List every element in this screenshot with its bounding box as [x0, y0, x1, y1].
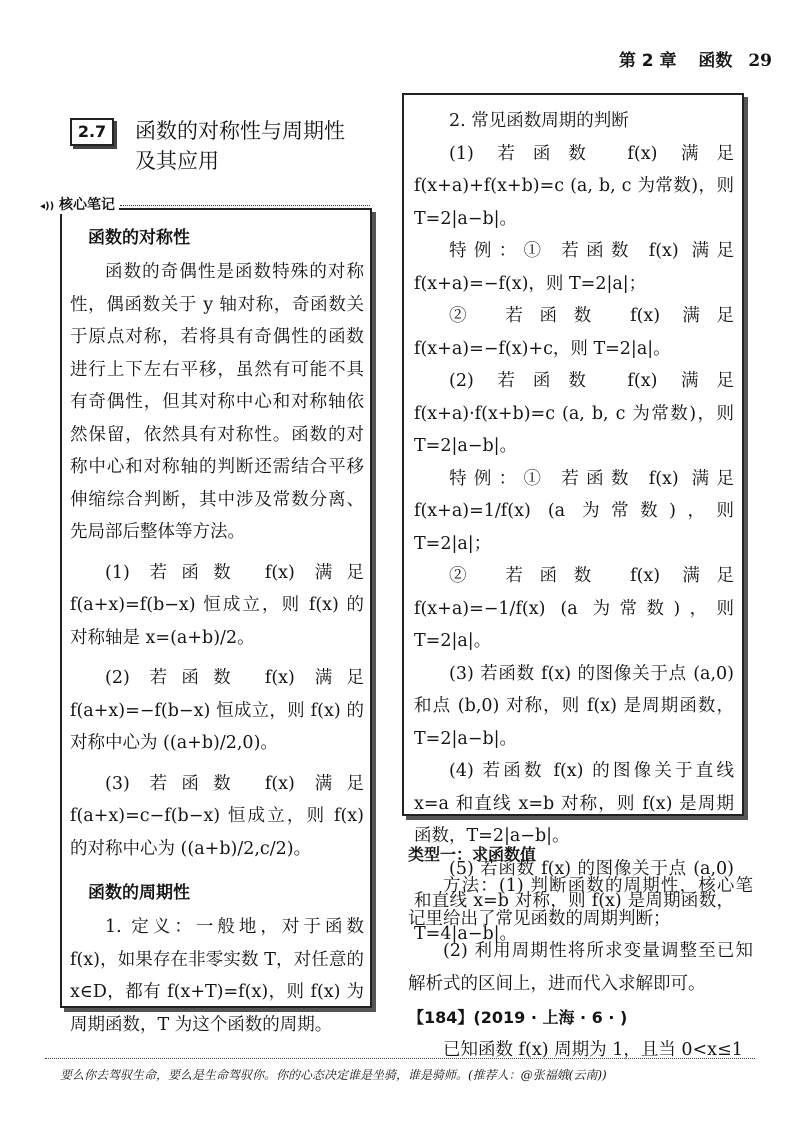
- symmetry-item-3: (3) 若函数 f(x) 满足 f(a+x)=c−f(b−x) 恒成立，则 f(x) 的对称中心为 ((a+b)/2,c/2)。: [70, 773, 364, 859]
- period-definition: 1. 定义：一般地，对于函数 f(x)，如果存在非零实数 T，对任意的 x∈D，都有 f(x+T)=f(x)，则 f(x) 为周期函数，T 为这个函数的周期。: [70, 917, 364, 1035]
- page-number: 29: [748, 51, 772, 71]
- period-rule-1: (1) 若函数 f(x) 满足 f(x+a)+f(x+b)=c (a, b, c 为常数)，则 T=2|a−b|。: [414, 143, 734, 229]
- core-notes-label: [40, 194, 119, 214]
- core-notes-box: [60, 208, 372, 1035]
- symmetry-item-1: (1) 若函数 f(x) 满足 f(a+x)=f(b−x) 恒成立，则 f(x) 的对称轴是 x=(a+b)/2。: [70, 562, 364, 648]
- type-one-heading: 类型一：求函数值: [408, 845, 537, 864]
- core-notes-rule: [120, 205, 370, 206]
- period-rule-2-special-1: 特例：① 若函数 f(x) 满足 f(x+a)=1/f(x) (a 为常数)，则 T=2|a|；: [414, 468, 734, 554]
- chapter-name: 函数: [698, 51, 733, 71]
- period-rules-heading: 2. 常见函数周期的判断: [449, 111, 629, 131]
- period-rule-1-special-1: 特例：① 若函数 f(x) 满足 f(x+a)=−f(x)，则 T=2|a|；: [414, 241, 734, 294]
- section-number-badge: [70, 118, 114, 146]
- problem-text: 已知函数 f(x) 周期为 1，且当 0<x≤1: [443, 1040, 743, 1060]
- section-number: 2.7: [77, 122, 107, 141]
- period-rule-5: (5) 若函数 f(x) 的图像关于点 (a,0) 和直线 x=b 对称，则 f(x) 是周期函数，T=4|a−b|。: [414, 858, 734, 944]
- section-title-line2: 及其应用: [135, 149, 219, 173]
- period-rule-2: (2) 若函数 f(x) 满足 f(x+a)·f(x+b)=c (a, b, c 为常数)，则 T=2|a−b|。: [414, 371, 734, 456]
- method-step-1: 方法：(1) 判断函数的周期性，核心笔记里给出了常见函数的周期判断；: [408, 876, 753, 929]
- symmetry-heading: 函数的对称性: [88, 228, 190, 248]
- period-rule-2-special-2: ② 若函数 f(x) 满足 f(x+a)=−1/f(x) (a 为常数)，则 T=2|a|。: [414, 566, 734, 651]
- speaker-icon: ◂)): [40, 201, 55, 212]
- period-rule-1-special-2: ② 若函数 f(x) 满足 f(x+a)=−f(x)+c，则 T=2|a|。: [414, 306, 734, 359]
- type-one-section: [408, 840, 753, 1067]
- section-title: [135, 116, 345, 176]
- period-rule-4: (4) 若函数 f(x) 的图像关于直线 x=a 和直线 x=b 对称，则 f(x) 是周期函数，T=2|a−b|。: [414, 761, 734, 846]
- method-step-2: (2) 利用周期性将所求变量调整至已知解析式的区间上，进而代入求解即可。: [408, 941, 753, 994]
- chapter-label: 第 2 章: [618, 51, 677, 71]
- footer-quote: 要么你去驾驭生命，要么是生命驾驭你。你的心态决定谁是坐骑，谁是骑师。(推荐人：@张福娥(云南)): [60, 1068, 607, 1082]
- section-title-line1: 函数的对称性与周期性: [135, 119, 345, 143]
- footer-rule: [45, 1058, 755, 1059]
- core-notes-text: 核心笔记: [59, 197, 116, 213]
- symmetry-item-2: (2) 若函数 f(x) 满足 f(a+x)=−f(b−x) 恒成立，则 f(x) 的对称中心为 ((a+b)/2,0)。: [70, 668, 364, 753]
- problem-tag: 【184】(2019 · 上海 · 6 · ): [408, 1008, 628, 1027]
- period-rule-3: (3) 若函数 f(x) 的图像关于点 (a,0) 和点 (b,0) 对称，则 f(x) 是周期函数，T=2|a−b|。: [414, 663, 734, 749]
- periodicity-heading: 函数的周期性: [88, 883, 190, 903]
- symmetry-intro: 函数的奇偶性是函数特殊的对称性，偶函数关于 y 轴对称，奇函数关于原点对称，若将具有奇偶性的函数进行上下左右平移，虽然有可能不具有奇偶性，但其对称中心和对称轴依然保留，依然具有对称性。函数的对称中心和对称轴的判断还需结合平移伸缩综合判断，其中涉及常数分离、先局部后整体等方法。: [70, 262, 364, 542]
- page-header: [619, 46, 772, 71]
